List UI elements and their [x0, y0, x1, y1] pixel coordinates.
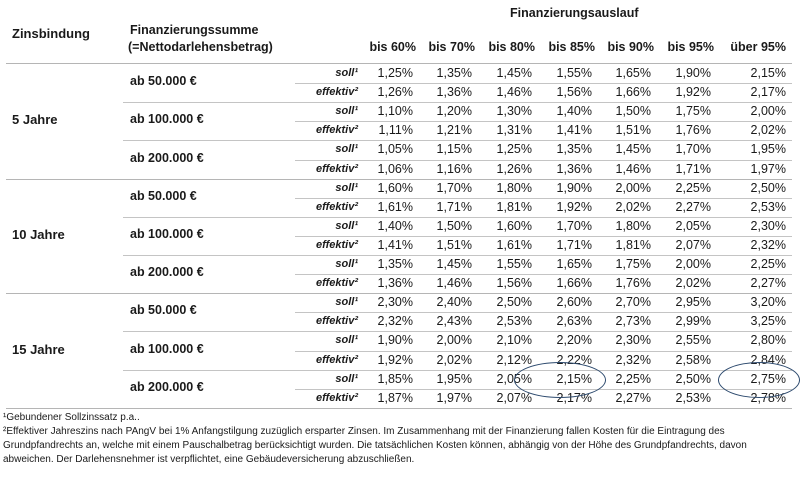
rate-value: 1,50%: [436, 218, 472, 233]
rate-value: 2,50%: [496, 295, 532, 310]
rate-value: 1,70%: [556, 218, 592, 233]
rate-value: 2,12%: [496, 352, 532, 367]
rate-value: 1,56%: [496, 276, 532, 291]
rate-label-effektiv: effektiv²: [316, 124, 358, 137]
rate-value: 1,15%: [436, 142, 472, 157]
rate-label-soll: soll¹: [335, 372, 358, 385]
table-row: [0, 179, 800, 198]
rate-value: 2,00%: [615, 180, 651, 195]
rate-value: 1,97%: [750, 161, 786, 176]
rate-value: 2,05%: [675, 218, 711, 233]
rate-value: 2,02%: [436, 352, 472, 367]
rate-value: 1,20%: [436, 104, 472, 119]
rate-value: 1,36%: [377, 276, 413, 291]
rate-value: 1,90%: [675, 66, 711, 80]
rate-label-effektiv: effektiv²: [316, 277, 358, 290]
rate-label-soll: soll¹: [335, 219, 358, 232]
table-row: [0, 255, 800, 274]
rate-value: 1,90%: [377, 333, 413, 348]
rate-value: 1,10%: [377, 104, 413, 119]
amount-label: ab 50.000 €: [130, 188, 197, 203]
rate-value: 1,36%: [436, 85, 472, 100]
rate-value: 1,05%: [377, 142, 413, 157]
amount-label: ab 50.000 €: [130, 74, 197, 89]
rate-value: 2,73%: [615, 314, 651, 329]
rate-value: 2,30%: [377, 295, 413, 310]
rate-value: 1,25%: [496, 142, 532, 157]
rate-value: 2,53%: [750, 199, 786, 214]
amount-label: ab 200.000 €: [130, 150, 204, 165]
rate-value: 1,75%: [675, 104, 711, 119]
amount-label: ab 100.000 €: [130, 112, 204, 127]
rate-value: 1,90%: [556, 180, 592, 195]
rate-value: 1,36%: [556, 161, 592, 176]
rate-value: 1,92%: [556, 199, 592, 214]
rate-value: 2,95%: [675, 295, 711, 310]
rate-value: 1,97%: [436, 390, 472, 405]
rate-label-effektiv: effektiv²: [316, 86, 358, 99]
header-zinsbindung: Zinsbindung: [12, 26, 90, 41]
rate-value: 1,46%: [615, 161, 651, 176]
rate-value: 2,00%: [675, 257, 711, 271]
table-row: [0, 198, 800, 217]
table-row: [0, 293, 800, 312]
rate-value: 2,02%: [675, 276, 711, 291]
highlight-ellipse: [514, 362, 606, 398]
term-label: 5 Jahre: [12, 112, 58, 128]
rate-value: 2,00%: [750, 104, 786, 119]
rate-value: 2,15%: [556, 371, 592, 386]
table-row: [0, 83, 800, 102]
rate-value: 2,10%: [496, 333, 532, 348]
rate-value: 2,25%: [615, 371, 651, 386]
table-row: [0, 64, 800, 83]
rate-value: 1,70%: [675, 142, 711, 157]
table-row: [0, 370, 800, 389]
table-row: [0, 217, 800, 236]
rate-label-effektiv: effektiv²: [316, 353, 358, 366]
rate-value: 2,07%: [496, 390, 532, 405]
rate-value: 1,95%: [750, 142, 786, 157]
rate-value: 1,65%: [615, 66, 651, 80]
rate-value: 2,27%: [750, 276, 786, 291]
rate-value: 1,66%: [615, 85, 651, 100]
rate-value: 2,32%: [615, 352, 651, 367]
rate-value: 1,85%: [377, 371, 413, 386]
rate-value: 1,51%: [615, 123, 651, 138]
table-row: [0, 274, 800, 293]
rate-value: 1,35%: [377, 257, 413, 271]
rate-value: 1,66%: [556, 276, 592, 291]
rate-value: 1,45%: [436, 257, 472, 271]
rate-value: 1,71%: [675, 161, 711, 176]
rate-value: 2,80%: [750, 333, 786, 348]
rate-value: 1,35%: [436, 66, 472, 80]
ltv-header: bis 70%: [428, 40, 475, 54]
rate-value: 2,99%: [675, 314, 711, 329]
rate-value: 1,71%: [436, 199, 472, 214]
rate-value: 3,25%: [750, 314, 786, 329]
rate-value: 1,45%: [496, 66, 532, 80]
rate-value: 2,25%: [675, 180, 711, 195]
rate-value: 1,81%: [496, 199, 532, 214]
table-row: [0, 121, 800, 140]
rate-value: 1,76%: [675, 123, 711, 138]
rate-value: 2,32%: [750, 237, 786, 252]
rate-value: 2,30%: [750, 218, 786, 233]
rate-value: 1,81%: [615, 237, 651, 252]
rate-value: 1,60%: [377, 180, 413, 195]
rate-value: 1,35%: [556, 142, 592, 157]
rate-value: 1,46%: [496, 85, 532, 100]
rate-value: 2,17%: [750, 85, 786, 100]
rate-value: 2,43%: [436, 314, 472, 329]
ltv-header: bis 60%: [369, 40, 416, 54]
rate-value: 1,70%: [436, 180, 472, 195]
rate-value: 2,84%: [750, 352, 786, 367]
rate-value: 1,25%: [377, 66, 413, 80]
amount-label: ab 200.000 €: [130, 265, 204, 280]
amount-label: ab 50.000 €: [130, 303, 197, 318]
amount-label: ab 100.000 €: [130, 226, 204, 241]
rate-value: 2,25%: [750, 257, 786, 271]
term-label: 10 Jahre: [12, 226, 65, 242]
table-row: [0, 331, 800, 350]
ltv-header: bis 85%: [548, 40, 595, 54]
rate-value: 2,15%: [750, 66, 786, 80]
rate-value: 1,30%: [496, 104, 532, 119]
rate-value: 1,76%: [615, 276, 651, 291]
rate-value: 2,40%: [436, 295, 472, 310]
rate-label-soll: soll¹: [335, 334, 358, 347]
rate-value: 1,75%: [615, 257, 651, 271]
rate-value: 1,61%: [496, 237, 532, 252]
rate-value: 1,40%: [556, 104, 592, 119]
amount-label: ab 200.000 €: [130, 379, 204, 394]
amount-label: ab 100.000 €: [130, 341, 204, 356]
rate-value: 1,55%: [496, 257, 532, 271]
rate-value: 2,30%: [615, 333, 651, 348]
rate-value: 1,95%: [436, 371, 472, 386]
rate-value: 2,53%: [496, 314, 532, 329]
rate-value: 2,55%: [675, 333, 711, 348]
rate-label-effektiv: effektiv²: [316, 315, 358, 328]
highlight-ellipse: [718, 362, 800, 398]
rate-value: 2,63%: [556, 314, 592, 329]
rate-label-effektiv: effektiv²: [316, 391, 358, 404]
table-row: [0, 140, 800, 159]
header-nettodarlehensbetrag: (=Nettodarlehensbetrag): [128, 40, 273, 54]
rate-value: 1,46%: [436, 276, 472, 291]
rate-value: 2,20%: [556, 333, 592, 348]
rate-label-effektiv: effektiv²: [316, 200, 358, 213]
rate-value: 1,26%: [377, 85, 413, 100]
rate-value: 2,22%: [556, 352, 592, 367]
rate-value: 2,00%: [436, 333, 472, 348]
ltv-header: bis 95%: [667, 40, 714, 54]
rate-value: 2,53%: [675, 390, 711, 405]
rate-value: 2,02%: [615, 199, 651, 214]
rate-label-soll: soll¹: [335, 105, 358, 118]
rate-value: 1,80%: [496, 180, 532, 195]
rate-value: 3,20%: [750, 295, 786, 310]
table-row: [0, 389, 800, 408]
rate-value: 1,31%: [496, 123, 532, 138]
footnote-1: ¹Gebundener Sollzinssatz p.a..: [3, 412, 140, 423]
rate-value: 2,75%: [750, 371, 786, 386]
ltv-header: über 95%: [730, 40, 786, 54]
rate-label-soll: soll¹: [335, 258, 358, 270]
rate-label-soll: soll¹: [335, 296, 358, 309]
rate-value: 2,07%: [675, 237, 711, 252]
rate-value: 1,26%: [496, 161, 532, 176]
rate-value: 1,55%: [556, 66, 592, 80]
rate-value: 1,16%: [436, 161, 472, 176]
table-row: [0, 160, 800, 179]
rate-value: 1,41%: [556, 123, 592, 138]
rate-value: 2,50%: [675, 371, 711, 386]
rate-value: 1,45%: [615, 142, 651, 157]
rate-value: 2,27%: [675, 199, 711, 214]
term-divider: [6, 408, 792, 409]
rate-value: 2,78%: [750, 390, 786, 405]
rate-value: 1,61%: [377, 199, 413, 214]
rate-value: 1,65%: [556, 257, 592, 271]
footnote-2: ²Effektiver Jahreszins nach PAngV bei 1% Anfangstilgung zuzüglich ersparter Zinsen. Im Zusammenhang mit der Finanzierung fallen Kosten für die Eintragung des Grundpfandrechts an, welche mit einem Pauschalbetrag berücksichtigt wurden. Die tatsächlichen Kosten können, abhängig von der Höhe des Grundpfandrechts, davon abweichen. Der Darlehensnehmer ist verpflichtet, eine Gebäudeversicherung abzuschließen.: [3, 426, 747, 465]
header-finanzierungssumme: Finanzierungssumme: [130, 23, 259, 37]
ltv-header: bis 80%: [488, 40, 535, 54]
rate-value: 1,92%: [377, 352, 413, 367]
rate-value: 1,87%: [377, 390, 413, 405]
rate-value: 1,40%: [377, 218, 413, 233]
rate-value: 1,21%: [436, 123, 472, 138]
rate-value: 1,41%: [377, 237, 413, 252]
rate-value: 1,56%: [556, 85, 592, 100]
term-label: 15 Jahre: [12, 341, 65, 357]
rate-value: 1,50%: [615, 104, 651, 119]
rate-value: 2,05%: [496, 371, 532, 386]
rate-value: 2,32%: [377, 314, 413, 329]
rate-value: 1,06%: [377, 161, 413, 176]
table-row: [0, 236, 800, 255]
rate-value: 2,70%: [615, 295, 651, 310]
rate-value: 2,58%: [675, 352, 711, 367]
rate-value: 1,71%: [556, 237, 592, 252]
header-finanzierungsauslauf: Finanzierungsauslauf: [510, 6, 639, 20]
table-row: [0, 102, 800, 121]
rate-value: 1,11%: [378, 123, 413, 138]
rate-value: 2,02%: [750, 123, 786, 138]
rate-value: 1,80%: [615, 218, 651, 233]
rate-label-soll: soll¹: [335, 181, 358, 194]
rate-value: 2,17%: [556, 390, 592, 405]
table-row: [0, 312, 800, 331]
rate-label-soll: soll¹: [335, 67, 358, 79]
rate-value: 2,27%: [615, 390, 651, 405]
rate-label-soll: soll¹: [335, 143, 358, 156]
rate-label-effektiv: effektiv²: [316, 238, 358, 251]
table-row: [0, 351, 800, 370]
rate-value: 2,60%: [556, 295, 592, 310]
rate-value: 2,50%: [750, 180, 786, 195]
rate-value: 1,92%: [675, 85, 711, 100]
rate-value: 1,51%: [436, 237, 472, 252]
rate-value: 1,60%: [496, 218, 532, 233]
rate-label-effektiv: effektiv²: [316, 162, 358, 175]
ltv-header: bis 90%: [607, 40, 654, 54]
